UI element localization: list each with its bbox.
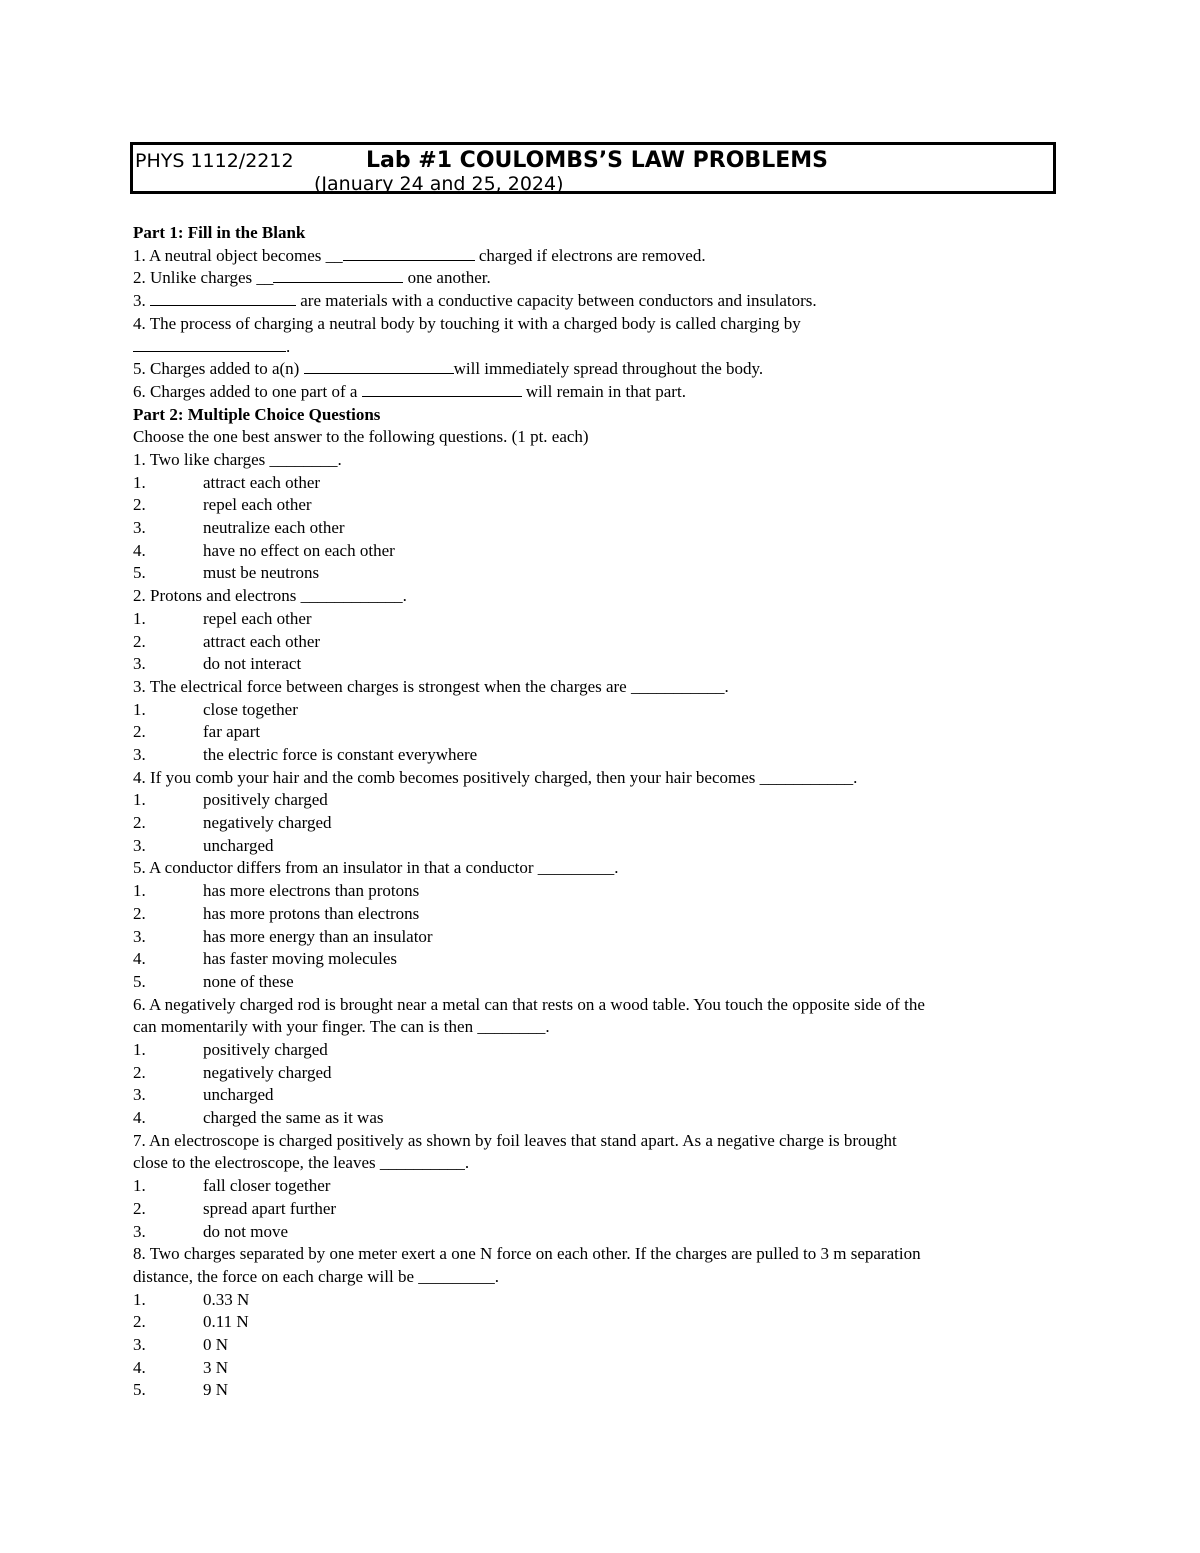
mc-question-5-option-3 <box>133 926 1063 949</box>
option-text: positively charged <box>203 1040 328 1060</box>
fill-blank-question-2 <box>133 267 1063 290</box>
option-number: 2. <box>133 722 146 742</box>
question-text: 5. Charges added to a(n) <box>133 359 304 379</box>
option-text: attract each other <box>203 631 321 651</box>
option-number: 4. <box>133 949 146 969</box>
mc-question-8-option-5 <box>133 1379 1063 1402</box>
option-text: none of these <box>203 971 294 991</box>
option-number: 1. <box>133 1040 146 1060</box>
part2-heading: Part 2: Multiple Choice Questions <box>133 404 381 424</box>
option-text: negatively charged <box>203 813 332 833</box>
mc-question-4-option-2 <box>133 812 1063 835</box>
option-text: 0 N <box>203 1335 229 1355</box>
mc-question-1-option-2 <box>133 494 1063 517</box>
option-number: 3. <box>133 1085 146 1105</box>
mc-question-8-text: distance, the force on each charge will be _________. <box>133 1266 499 1286</box>
mc-question-8-option-2 <box>133 1311 1063 1334</box>
option-text: uncharged <box>203 835 274 855</box>
mc-question-5-text: 5. A conductor differs from an insulator in that a conductor _________. <box>133 858 619 878</box>
mc-question-1-text: 1. Two like charges ________. <box>133 450 342 470</box>
option-number: 5. <box>133 1380 146 1400</box>
mc-question-2-option-3 <box>133 653 1063 676</box>
option-text: charged the same as it was <box>203 1108 384 1128</box>
mc-question-6-option-3 <box>133 1084 1063 1107</box>
lab-title: Lab #1 COULOMBS’S LAW PROBLEMS <box>366 148 828 173</box>
option-text: neutralize each other <box>203 518 345 538</box>
option-number: 2. <box>133 1198 146 1218</box>
question-text: charged if electrons are removed. <box>474 245 706 265</box>
option-number: 1. <box>133 699 146 719</box>
mc-question-7-option-1 <box>133 1175 1063 1198</box>
option-number: 1. <box>133 608 146 628</box>
fill-blank-question-1 <box>133 245 1063 268</box>
fill-blank-question-3 <box>133 290 1063 313</box>
option-number: 2. <box>133 1062 146 1082</box>
lab-dates: (January 24 and 25, 2024) <box>314 173 564 195</box>
question-text: 6. Charges added to one part of a <box>133 381 362 401</box>
mc-question-8-text: 8. Two charges separated by one meter exert a one N force on each other. If the charges are pulled to 3 m separation <box>133 1244 921 1264</box>
option-text: has more protons than electrons <box>203 903 420 923</box>
question-text: . <box>286 336 291 356</box>
option-text: 0.33 N <box>203 1289 250 1309</box>
option-text: the electric force is constant everywhere <box>203 745 478 765</box>
question-text: 2. Unlike charges __ <box>133 268 274 288</box>
mc-question-2-option-2 <box>133 631 1063 654</box>
option-number: 2. <box>133 495 146 515</box>
option-text: has faster moving molecules <box>203 949 398 969</box>
option-number: 4. <box>133 1357 146 1377</box>
fill-blank-question-6 <box>133 381 1063 404</box>
option-text: has more electrons than protons <box>203 881 420 901</box>
question-text: 3. <box>133 291 150 311</box>
option-text: do not move <box>203 1221 288 1241</box>
fill-blank-question-4-cont <box>133 336 1063 359</box>
option-text: repel each other <box>203 608 312 628</box>
fill-blank-question-5 <box>133 358 1063 381</box>
answer-blank <box>304 358 454 374</box>
mc-question-5-option-4 <box>133 948 1063 971</box>
option-number: 4. <box>133 540 146 560</box>
option-number: 1. <box>133 472 146 492</box>
option-text: repel each other <box>203 495 312 515</box>
mc-question-6-text: 6. A negatively charged rod is brought near a metal can that rests on a wood table. You touch the opposite side of the <box>133 994 925 1014</box>
option-text: 0.11 N <box>203 1312 249 1332</box>
answer-blank <box>362 381 522 397</box>
option-number: 3. <box>133 835 146 855</box>
option-text: positively charged <box>203 790 328 810</box>
question-text: will immediately spread throughout the body. <box>453 359 764 379</box>
option-number: 3. <box>133 1221 146 1241</box>
part2-instructions: Choose the one best answer to the following questions. (1 pt. each) <box>133 427 589 447</box>
mc-question-1-option-3 <box>133 517 1063 540</box>
mc-question-1-option-5 <box>133 562 1063 585</box>
multiple-choice-list <box>133 449 1063 1402</box>
answer-blank <box>133 336 286 352</box>
option-text: 3 N <box>203 1357 229 1377</box>
option-number: 2. <box>133 813 146 833</box>
question-text: 1. A neutral object becomes __ <box>133 245 343 265</box>
mc-question-5-option-2 <box>133 903 1063 926</box>
mc-question-3-option-2 <box>133 721 1063 744</box>
option-text: far apart <box>203 722 261 742</box>
mc-question-7-text: 7. An electroscope is charged positively as shown by foil leaves that stand apart. As a negative charge is brought <box>133 1130 897 1150</box>
mc-question-3-option-1 <box>133 699 1063 722</box>
mc-question-4-option-1 <box>133 789 1063 812</box>
option-number: 1. <box>133 1176 146 1196</box>
option-number: 5. <box>133 971 146 991</box>
option-number: 3. <box>133 518 146 538</box>
option-text: spread apart further <box>203 1198 337 1218</box>
option-number: 3. <box>133 745 146 765</box>
option-text: negatively charged <box>203 1062 332 1082</box>
option-number: 2. <box>133 1312 146 1332</box>
mc-question-1-option-4 <box>133 540 1063 563</box>
mc-question-7-text: close to the electroscope, the leaves __________. <box>133 1153 470 1173</box>
option-text: has more energy than an insulator <box>203 926 433 946</box>
option-number: 1. <box>133 790 146 810</box>
option-text: 9 N <box>203 1380 229 1400</box>
part1-heading: Part 1: Fill in the Blank <box>133 223 306 242</box>
mc-question-2-text: 2. Protons and electrons ____________. <box>133 586 407 606</box>
option-text: must be neutrons <box>203 563 320 583</box>
mc-question-3-text: 3. The electrical force between charges is strongest when the charges are ___________. <box>133 676 729 696</box>
mc-question-3-option-3 <box>133 744 1063 767</box>
mc-question-4-text: 4. If you comb your hair and the comb becomes positively charged, then your hair becomes ___________. <box>133 767 858 787</box>
mc-question-7-option-2 <box>133 1198 1063 1221</box>
mc-question-2-option-1 <box>133 608 1063 631</box>
answer-blank <box>150 290 296 306</box>
mc-question-1-option-1 <box>133 472 1063 495</box>
question-text: one another. <box>403 268 491 288</box>
mc-question-6-option-1 <box>133 1039 1063 1062</box>
option-number: 3. <box>133 1335 146 1355</box>
worksheet-content <box>133 222 1063 1402</box>
question-text: will remain in that part. <box>521 381 686 401</box>
course-code: PHYS 1112/2212 <box>135 150 294 172</box>
option-number: 4. <box>133 1108 146 1128</box>
option-text: attract each other <box>203 472 321 492</box>
option-number: 1. <box>133 881 146 901</box>
option-number: 3. <box>133 654 146 674</box>
answer-blank <box>273 267 403 283</box>
option-number: 3. <box>133 926 146 946</box>
question-text: are materials with a conductive capacity between conductors and insulators. <box>296 291 817 311</box>
option-text: uncharged <box>203 1085 274 1105</box>
option-number: 2. <box>133 631 146 651</box>
option-text: do not interact <box>203 654 302 674</box>
mc-question-5-option-5 <box>133 971 1063 994</box>
mc-question-6-option-2 <box>133 1062 1063 1085</box>
mc-question-7-option-3 <box>133 1221 1063 1244</box>
mc-question-4-option-3 <box>133 835 1063 858</box>
title-box <box>130 142 1056 194</box>
option-number: 5. <box>133 563 146 583</box>
mc-question-5-option-1 <box>133 880 1063 903</box>
option-text: have no effect on each other <box>203 540 395 560</box>
mc-question-6-option-4 <box>133 1107 1063 1130</box>
option-text: close together <box>203 699 298 719</box>
mc-question-8-option-4 <box>133 1357 1063 1380</box>
option-number: 2. <box>133 903 146 923</box>
option-number: 1. <box>133 1289 146 1309</box>
mc-question-8-option-3 <box>133 1334 1063 1357</box>
fill-blank-question-4: 4. The process of charging a neutral body by touching it with a charged body is called charging by <box>133 313 801 333</box>
option-text: fall closer together <box>203 1176 331 1196</box>
mc-question-6-text: can momentarily with your finger. The can is then ________. <box>133 1017 550 1037</box>
mc-question-8-option-1 <box>133 1289 1063 1312</box>
answer-blank <box>343 245 475 261</box>
